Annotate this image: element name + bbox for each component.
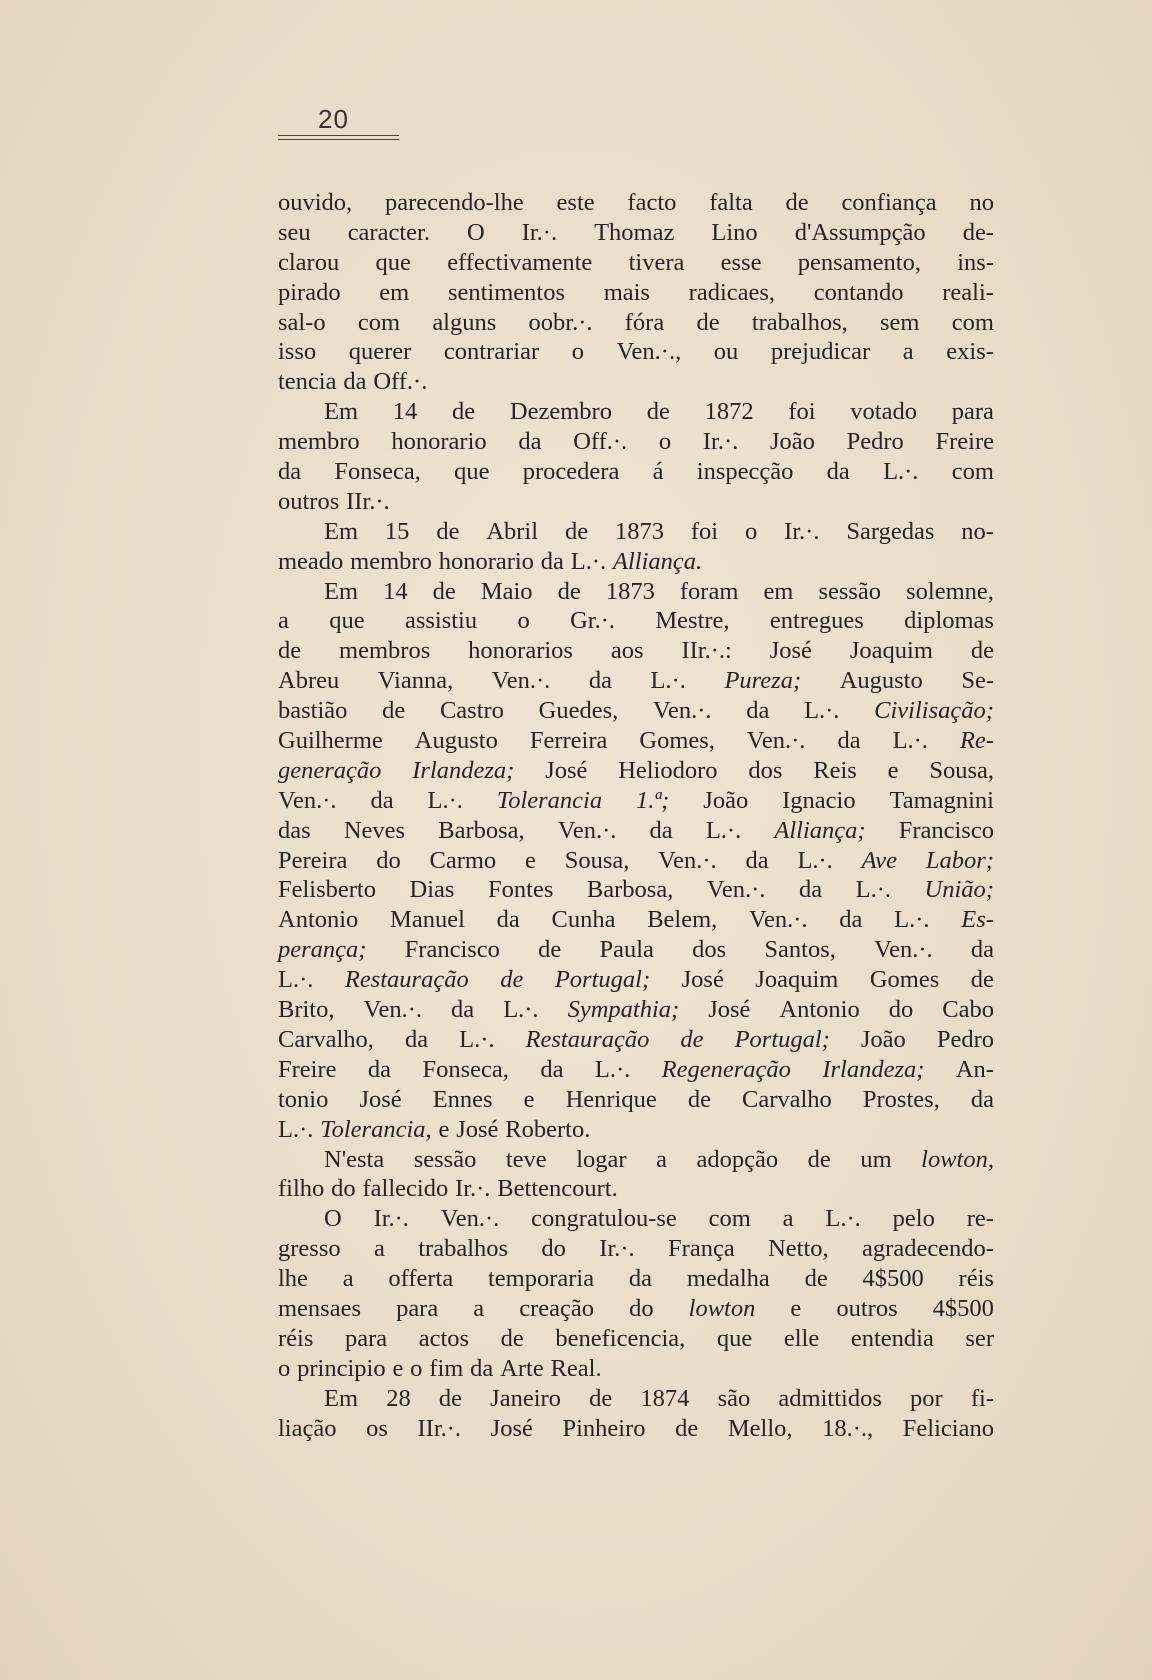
- text-line: filho do fallecido Ir.·. Bettencourt.: [278, 1175, 618, 1203]
- text-line: Freire da Fonseca, da L.·. Regeneração Irlandeza; An-: [278, 1055, 994, 1083]
- text-line: réis para actos de beneficencia, que elle entendia ser: [278, 1324, 994, 1352]
- text-line: membro honorario da Off.·. o Ir.·. João Pedro Freire: [278, 428, 994, 456]
- text-line: bastião de Castro Guedes, Ven.·. da L.·. Civilisação;: [278, 697, 994, 725]
- text-line: Pereira do Carmo e Sousa, Ven.·. da L.·. Ave Labor;: [278, 846, 994, 874]
- text-line: Em 14 de Maio de 1873 foram em sessão solemne,: [324, 577, 994, 605]
- page-number-rule: [278, 135, 399, 140]
- text-line: generação Irlandeza; José Heliodoro dos Reis e Sousa,: [278, 756, 994, 784]
- text-line: seu caracter. O Ir.·. Thomaz Lino d'Assumpção de-: [278, 218, 994, 246]
- text-line: Brito, Ven.·. da L.·. Sympathia; José Antonio do Cabo: [278, 996, 994, 1024]
- text-line: N'esta sessão teve logar a adopção de um lowton,: [324, 1145, 994, 1173]
- page-number: 20: [318, 104, 349, 134]
- text-line: tencia da Off.·.: [278, 368, 428, 396]
- text-line: perança; Francisco de Paula dos Santos, Ven.·. da: [278, 936, 994, 964]
- text-line: O Ir.·. Ven.·. congratulou-se com a L.·. pelo re-: [324, 1205, 994, 1233]
- text-line: Felisberto Dias Fontes Barbosa, Ven.·. da L.·. União;: [278, 876, 994, 904]
- text-line: mensaes para a creação do lowton e outros 4$500: [278, 1294, 994, 1322]
- text-line: Em 15 de Abril de 1873 foi o Ir.·. Sargedas no-: [324, 517, 994, 545]
- text-line: L.·. Restauração de Portugal; José Joaquim Gomes de: [278, 966, 994, 994]
- text-line: gresso a trabalhos do Ir.·. França Netto, agradecendo-: [278, 1235, 994, 1263]
- text-line: das Neves Barbosa, Ven.·. da L.·. Alliança; Francisco: [278, 816, 994, 844]
- text-line: isso querer contrariar o Ven.·., ou prejudicar a exis-: [278, 338, 994, 366]
- text-line: liação os IIr.·. José Pinheiro de Mello, 18.·., Feliciano: [278, 1414, 994, 1442]
- text-line: meado membro honorario da L.·. Alliança.: [278, 547, 703, 575]
- text-line: Antonio Manuel da Cunha Belem, Ven.·. da L.·. Es-: [278, 906, 994, 934]
- body-text: [278, 188, 994, 1443]
- text-line: clarou que effectivamente tivera esse pensamento, ins-: [278, 248, 994, 276]
- text-line: tonio José Ennes e Henrique de Carvalho Prostes, da: [278, 1085, 994, 1113]
- text-line: L.·. Tolerancia, e José Roberto.: [278, 1115, 591, 1143]
- text-line: Abreu Vianna, Ven.·. da L.·. Pureza; Augusto Se-: [278, 667, 994, 695]
- text-line: Em 28 de Janeiro de 1874 são admittidos por fi-: [324, 1384, 994, 1412]
- text-line: a que assistiu o Gr.·. Mestre, entregues diplomas: [278, 607, 994, 635]
- text-line: ouvido, parecendo-lhe este facto falta de confiança no: [278, 189, 994, 216]
- text-line: outros IIr.·.: [278, 487, 390, 515]
- text-line: de membros honorarios aos IIr.·.: José Joaquim de: [278, 637, 994, 665]
- text-line: Guilherme Augusto Ferreira Gomes, Ven.·. da L.·. Re-: [278, 727, 994, 755]
- text-line: Carvalho, da L.·. Restauração de Portugal; João Pedro: [278, 1025, 994, 1053]
- text-line: pirado em sentimentos mais radicaes, contando reali-: [278, 278, 994, 306]
- text-line: da Fonseca, que procedera á inspecção da L.·. com: [278, 458, 994, 486]
- text-line: lhe a offerta temporaria da medalha de 4$500 réis: [278, 1265, 994, 1293]
- text-line: o principio e o fim da Arte Real.: [278, 1354, 602, 1382]
- text-line: sal-o com alguns oobr.·. fóra de trabalhos, sem com: [278, 308, 994, 336]
- text-line: Ven.·. da L.·. Tolerancia 1.ª; João Ignacio Tamagnini: [278, 786, 994, 814]
- text-line: Em 14 de Dezembro de 1872 foi votado para: [324, 398, 994, 426]
